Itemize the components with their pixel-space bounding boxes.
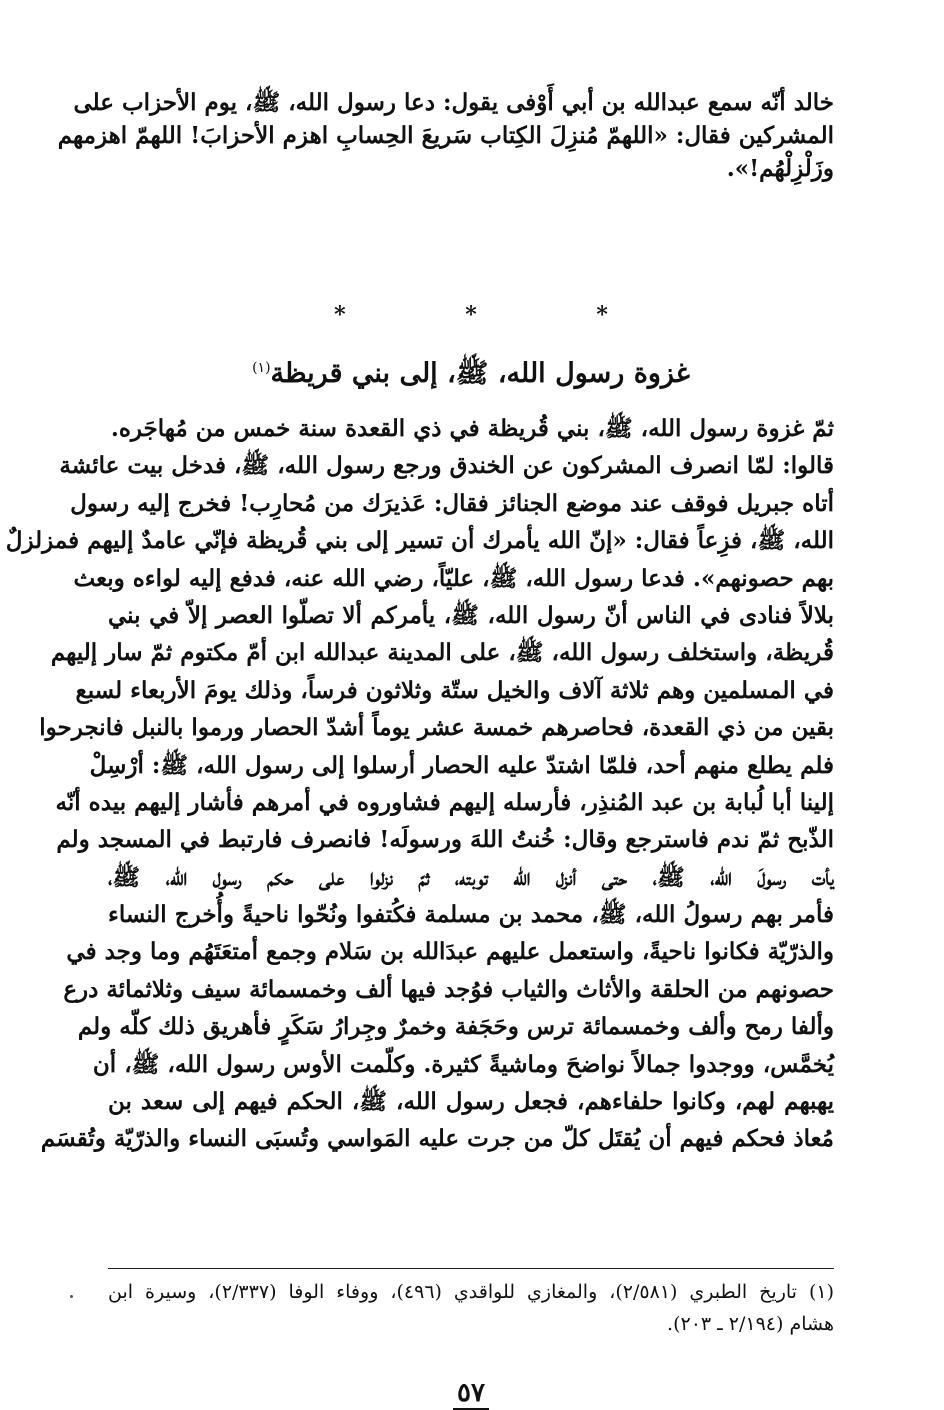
body-line: بهم حصونهم». فدعا رسول الله، ﷺ، عليّاً، رضي الله عنه، فدفع إليه لواءه وبعث: [73, 564, 834, 592]
body-line: بلالاً فنادى في الناس أنّ رسول الله، ﷺ، يأمركم ألا تصلّوا العصر إلاّ في بني: [108, 601, 834, 629]
footnote-divider: [108, 1268, 834, 1269]
body-line: قُريظة، واستخلف رسول الله، ﷺ، على المدينة عبدالله ابن أمّ مكتوم ثمّ سار إليهم: [50, 639, 834, 667]
intro-line-2: المشركين فقال: «اللهمّ مُنزِلَ الكِتاب سَريعَ الحِسابِ اهزم الأحزابَ! اللهمّ اهزمهم: [57, 122, 834, 149]
body-line: يهبهم لهم، وكانوا حلفاءهم، فجعل رسول الله، ﷺ، الحكم فيهم إلى سعد بن: [108, 1088, 834, 1116]
intro-line-3: وزَلْزِلْهُم!».: [726, 155, 834, 182]
body-line: في المسلمين وهم ثلاثة آلاف والخيل ستّة وثلاثون فرساً، وذلك يومَ الأربعاء لسبع: [75, 676, 834, 704]
body-line: ثمّ غزوة رسول الله، ﷺ، بني قُريظة في ذي القعدة سنة خمس من مُهاجَره.: [110, 415, 834, 442]
body-line: قالوا: لمّا انصرف المشركون عن الخندق ورجع رسول الله، ﷺ، فدخل بيت عائشة: [59, 452, 834, 480]
page-number-text: ٥٧: [453, 1378, 489, 1410]
body-line: فلم يطلع منهم أحد، فلمّا اشتدّ عليه الحصار أرسلوا إلى رسول الله، ﷺ: أرْسِلْ: [89, 751, 834, 779]
body-line: بقين من ذي القعدة، فحاصرهم خمسة عشر يوماً أشدّ الحصار ورموا بالنبل فانجرحوا: [39, 714, 834, 742]
body-paragraph: [5, 410, 834, 1158]
body-line: فأمر بهم رسولُ الله، ﷺ، محمد بن مسلمة فكُتفوا ونُحّوا ناحيةً وأُخرج النساء: [108, 901, 834, 929]
body-line: الذّبح ثمّ ندم فاسترجع وقال: خُنتُ اللهَ ورسولَه! فانصرف فارتبط في المسجد ولم: [56, 826, 834, 854]
footnote-line-1: (١) تاريخ الطبري (٢/٥٨١)، والمغازي للواقدي (٤٩٦)، ووفاء الوفا (٢/٣٣٧)، وسيرة ابن: [108, 1281, 835, 1303]
book-page: [5, 86, 835, 1408]
paper-speck: [70, 1295, 73, 1298]
intro-line-1: خالد أنّه سمع عبدالله بن أبي أَوْفى يقول: دعا رسول الله، ﷺ، يوم الأحزاب على: [73, 89, 834, 116]
body-line: الله، ﷺ، فزِعاً فقال: «إنّ الله يأمرك أن تسير إلى بني قُريظة فإنّي عامدٌ إليهم فمزلزلٌ: [5, 527, 834, 555]
footnote-line-2: هشام (٢/١٩٤ ـ ٢٠٣).: [667, 1313, 834, 1335]
intro-paragraph: [57, 86, 834, 185]
body-line: إلينا أبا لُبابة بن عبد المُنذِر، فأرسله إليهم فشاوروه في أمرهم فأشار إليهم بيده أنّه: [55, 788, 834, 816]
body-line: أتاه جبريل فوقف عند موضع الجنائز فقال: عَذيرَك من مُحارِب! فخرج إليه رسول: [70, 489, 834, 517]
page-number: [108, 1378, 834, 1410]
section-separator: * * *: [334, 302, 664, 328]
body-line: والذرّيّة فكانوا ناحيةً، واستعمل عليهم عبدَالله بن سَلام وجمع أمتعَتَهُم وما وجد في: [66, 938, 834, 966]
footnote-marker: (١): [252, 360, 271, 376]
body-line: يُخمَّس، ووجدوا جمالاً نواضحَ وماشيةً كثيرة. وكلّمت الأوس رسول الله، ﷺ، أن: [92, 1050, 834, 1078]
body-line: يأت رسولَ الله، ﷺ، حتى أنزل الله توبته، ثمّ نزلوا على حكم رسول الله، ﷺ،: [108, 863, 834, 891]
section-heading: [108, 348, 834, 394]
body-line: مُعاذ فحكم فيهم أن يُقتَل كلّ من جرت عليه المَواسي وتُسبَى النساء والذرّيّة وتُقسَم: [40, 1125, 834, 1153]
body-line: حصونهم من الحلقة والأثاث والثياب فوُجد فيها ألف وخمسمائة سيف وثلاثمائة درع: [63, 975, 834, 1003]
section-heading-text: غزوة رسول الله، ﷺ، إلى بني قريظة: [270, 358, 690, 389]
footnotes: [108, 1276, 834, 1340]
body-line: وألفا رمح وألف وخمسمائة ترس وحَجَفة وخمرٌ وجِرارُ سَكَرٍ فأهريق ذلك كلّه ولم: [77, 1013, 834, 1041]
